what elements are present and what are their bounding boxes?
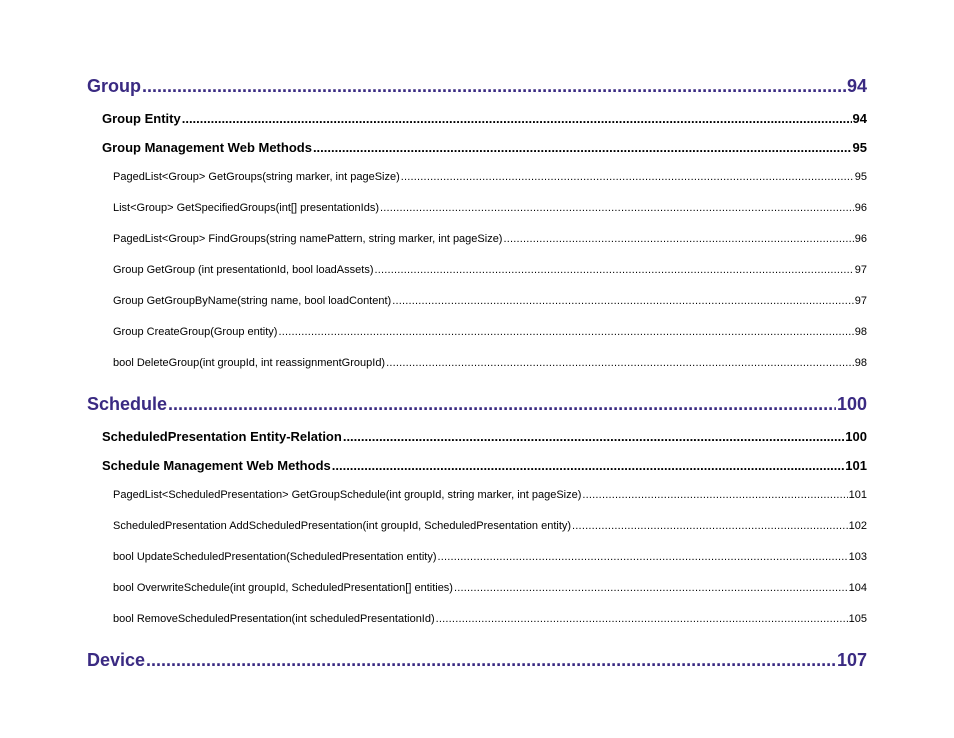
leader-dots (146, 650, 836, 671)
toc-item[interactable] (113, 489, 867, 501)
toc-item-title: bool RemoveScheduledPresentation(int scheduledPresentationId) (113, 613, 435, 625)
toc-page-number: 97 (854, 264, 867, 276)
toc-item[interactable] (113, 171, 867, 183)
leader-dots (582, 489, 847, 501)
toc-item-title: PagedList<ScheduledPresentation> GetGroupSchedule(int groupId, string marker, int pageSize) (113, 489, 582, 501)
toc-page-number: 104 (848, 582, 867, 594)
toc-item-title: bool DeleteGroup(int groupId, int reassignmentGroupId) (113, 357, 386, 369)
toc-item-title: PagedList<Group> GetGroups(string marker, int pageSize) (113, 171, 400, 183)
toc-page-number: 100 (845, 429, 867, 444)
toc-page-number: 95 (852, 140, 867, 155)
toc-item[interactable] (113, 326, 867, 338)
leader-dots (332, 458, 845, 473)
toc-entry-schedule[interactable] (87, 394, 867, 415)
toc-item[interactable] (113, 357, 867, 369)
leader-dots (142, 76, 846, 97)
toc-subsection-title: Group Management Web Methods (102, 140, 312, 155)
leader-dots (572, 520, 848, 532)
toc-page-number: 101 (848, 489, 867, 501)
toc-page-number: 107 (836, 650, 867, 670)
leader-dots (168, 394, 836, 415)
toc-item-title: Group GetGroup (int presentationId, bool loadAssets) (113, 264, 374, 276)
toc-subsection-title: Schedule Management Web Methods (102, 458, 331, 473)
toc-entry-scheduledpresentation-entity-relation[interactable] (102, 429, 867, 444)
toc-page-number: 94 (846, 76, 867, 96)
toc-item[interactable] (113, 613, 867, 625)
leader-dots (503, 233, 853, 245)
leader-dots (380, 202, 854, 214)
toc-item-title: Group CreateGroup(Group entity) (113, 326, 278, 338)
leader-dots (182, 111, 852, 126)
toc-item[interactable] (113, 264, 867, 276)
toc-page-number: 100 (836, 394, 867, 414)
leader-dots (343, 429, 844, 444)
toc-section-title: Schedule (87, 394, 168, 414)
toc-section-title: Group (87, 76, 141, 96)
toc-entry-group-entity[interactable] (102, 111, 867, 126)
toc-item[interactable] (113, 582, 867, 594)
toc-entry-group[interactable] (87, 76, 867, 97)
toc-item[interactable] (113, 202, 867, 214)
toc-page-number: 97 (854, 295, 867, 307)
toc-page-number: 98 (854, 326, 867, 338)
toc-subsection-title: Group Entity (102, 111, 181, 126)
leader-dots (401, 171, 854, 183)
leader-dots (438, 551, 848, 563)
toc-item[interactable] (113, 520, 867, 532)
toc-item-title: PagedList<Group> FindGroups(string namePattern, string marker, int pageSize) (113, 233, 503, 245)
toc-item[interactable] (113, 551, 867, 563)
toc-item-title: Group GetGroupByName(string name, bool loadContent) (113, 295, 392, 307)
toc-item-title: ScheduledPresentation AddScheduledPresentation(int groupId, ScheduledPresentation entity) (113, 520, 572, 532)
toc-entry-group-management-web-methods[interactable] (102, 140, 867, 155)
toc-page-number: 96 (854, 202, 867, 214)
toc-section-title: Device (87, 650, 146, 670)
leader-dots (278, 326, 853, 338)
leader-dots (313, 140, 852, 155)
toc-entry-device[interactable] (87, 650, 867, 671)
toc-subsection-title: ScheduledPresentation Entity-Relation (102, 429, 342, 444)
toc-item-title: bool UpdateScheduledPresentation(ScheduledPresentation entity) (113, 551, 437, 563)
toc-entry-schedule-management-web-methods[interactable] (102, 458, 867, 473)
toc-page-number: 95 (854, 171, 867, 183)
leader-dots (392, 295, 854, 307)
toc-item-title: bool OverwriteSchedule(int groupId, ScheduledPresentation[] entities) (113, 582, 453, 594)
toc-page-number: 105 (848, 613, 867, 625)
toc-page-number: 103 (848, 551, 867, 563)
leader-dots (454, 582, 848, 594)
toc-page-number: 94 (852, 111, 867, 126)
leader-dots (436, 613, 848, 625)
toc-page-number: 101 (845, 458, 867, 473)
toc-page-number: 102 (848, 520, 867, 532)
toc-page-number: 96 (854, 233, 867, 245)
leader-dots (386, 357, 854, 369)
toc-page-number: 98 (854, 357, 867, 369)
toc-item[interactable] (113, 295, 867, 307)
toc-item-title: List<Group> GetSpecifiedGroups(int[] presentationIds) (113, 202, 379, 214)
toc-item[interactable] (113, 233, 867, 245)
leader-dots (374, 264, 853, 276)
